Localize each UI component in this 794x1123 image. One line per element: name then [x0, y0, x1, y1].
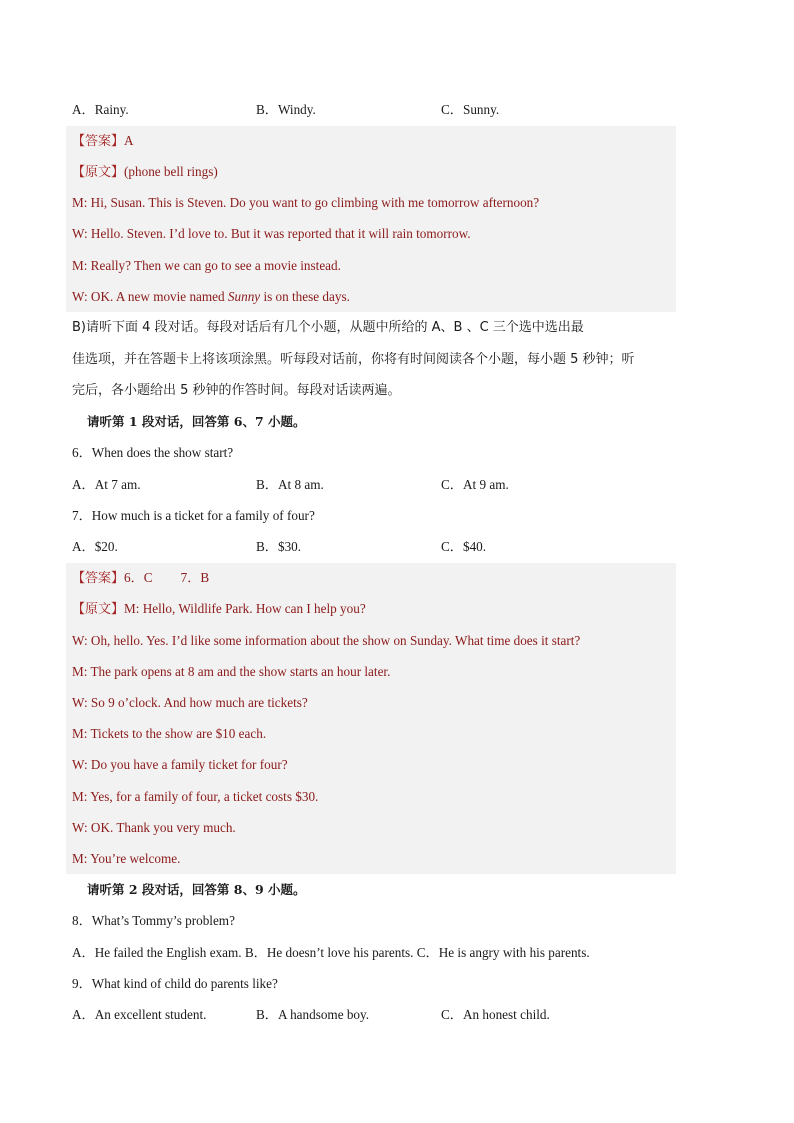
- script-2-line: W: Do you have a family ticket for four?: [72, 757, 288, 772]
- script-1-line: M: Hi, Susan. This is Steven. Do you want to go climbing with me tomorrow afternoon?: [72, 195, 540, 210]
- q5-option-a: A．Rainy.: [72, 102, 129, 117]
- answer-tag: 【答案】: [72, 571, 125, 586]
- script-1-last: [72, 286, 350, 308]
- answer-tag: 【答案】: [72, 134, 125, 149]
- q7-options: [72, 536, 672, 558]
- q7-option-b: B．$30.: [256, 539, 302, 554]
- movie-title: Sunny: [227, 289, 261, 304]
- answer-value: A: [124, 133, 134, 148]
- answer-1: [72, 130, 134, 152]
- script-2-line: M: Tickets to the show are $10 each.: [72, 726, 267, 741]
- section-b-instructions: B)请听下面 4 段对话。每段对话后有几个小题，从题中所给的 A、B 、C 三个选中选出最: [72, 320, 584, 335]
- q8-stem: 8．What’s Tommy’s problem?: [72, 913, 235, 928]
- q6-options: [72, 474, 672, 496]
- script-text: W: OK. A new movie named: [72, 289, 228, 304]
- q7-stem: 7．How much is a ticket for a family of four?: [72, 508, 315, 523]
- q9-stem: 9．What kind of child do parents like?: [72, 976, 278, 991]
- script-2-line: M: Yes, for a family of four, a ticket costs $30.: [72, 789, 319, 804]
- q8-options: A．He failed the English exam. B．He doesn’t love his parents. C．He is angry with his parents.: [72, 945, 590, 960]
- q9-option-c: C．An honest child.: [441, 1007, 550, 1022]
- answer-block-1: [66, 126, 676, 312]
- script-2-line: W: OK. Thank you very much.: [72, 820, 236, 835]
- script-2-line: W: So 9 o’clock. And how much are tickets?: [72, 695, 308, 710]
- script-tag: 【原文】: [72, 602, 125, 617]
- q6-option-b: B．At 8 am.: [256, 477, 324, 492]
- answer-value: 6．C: [124, 570, 153, 585]
- q5-option-c: C．Sunny.: [441, 102, 500, 117]
- q6-stem: 6．When does the show start?: [72, 445, 234, 460]
- q6-option-a: A．At 7 am.: [72, 477, 141, 492]
- section-b-instructions: 佳选项，并在答题卡上将该项涂黑。听每段对话前，你将有时间阅读各个小题，每小题 5 秒钟；听: [72, 352, 635, 367]
- script-2-line: M: You’re welcome.: [72, 851, 181, 866]
- script-1-line: W: Hello. Steven. I’d love to. But it was reported that it will rain tomorrow.: [72, 226, 471, 241]
- q9-options: [72, 1004, 672, 1026]
- section-b-instructions: 完后，各小题给出 5 秒钟的作答时间。每段对话读两遍。: [72, 383, 401, 398]
- q9-option-a: A．An excellent student.: [72, 1007, 207, 1022]
- dialog-2-heading: 请听第 2 段对话，回答第 8、9 小题。: [87, 882, 306, 897]
- script-2-line: M: The park opens at 8 am and the show starts an hour later.: [72, 664, 391, 679]
- script-line: (phone bell rings): [124, 164, 218, 179]
- script-1-first: [72, 161, 218, 183]
- script-text: is on these days.: [260, 289, 350, 304]
- q5-option-b: B．Windy.: [256, 102, 316, 117]
- answer-value: 7．B: [180, 570, 210, 585]
- q5-options: [72, 99, 672, 121]
- script-2-line: W: Oh, hello. Yes. I’d like some information about the show on Sunday. What time does it start?: [72, 633, 581, 648]
- dialog-1-heading: 请听第 1 段对话，回答第 6、7 小题。: [87, 414, 306, 429]
- script-line: M: Hello, Wildlife Park. How can I help you?: [124, 601, 366, 616]
- script-2-first: [72, 598, 366, 620]
- q7-option-c: C．$40.: [441, 539, 487, 554]
- answer-2: [72, 567, 209, 589]
- q6-option-c: C．At 9 am.: [441, 477, 509, 492]
- script-1-line: M: Really? Then we can go to see a movie instead.: [72, 258, 341, 273]
- script-tag: 【原文】: [72, 165, 125, 180]
- q9-option-b: B．A handsome boy.: [256, 1007, 370, 1022]
- q7-option-a: A．$20.: [72, 539, 118, 554]
